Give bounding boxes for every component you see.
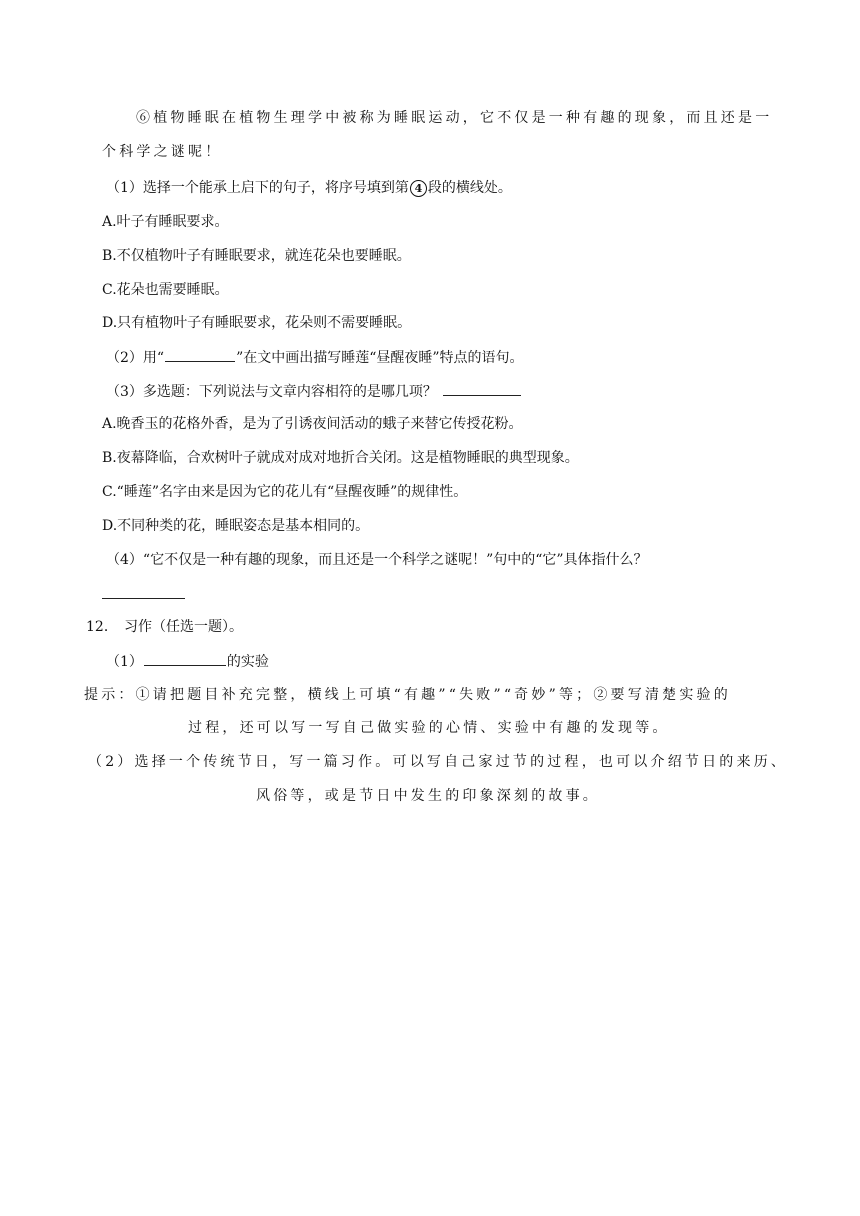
question-12-title-blank[interactable] xyxy=(144,651,226,666)
question-3-answer-blank[interactable] xyxy=(443,381,521,396)
question-2-answer-blank[interactable] xyxy=(165,347,235,362)
question-12-title: 习作（任选一题）。 xyxy=(124,619,243,635)
question-3-stem-text: （3）多选题：下列说法与文章内容相符的是哪几项？ xyxy=(106,384,437,400)
paragraph-6-line-2: 个科学之谜呢！ xyxy=(102,144,223,160)
question-12-number: 12． xyxy=(86,619,118,635)
question-4-stem: （4）“它不仅是一种有趣的现象，而且还是一个科学之谜呢！”句中的“它”具体指什么？ xyxy=(106,552,648,568)
question-12-option-1-after: 的实验 xyxy=(226,654,269,670)
question-2-before: （2）用“ xyxy=(106,350,165,366)
question-12-hint-line-1: 提示：①请把题目补充完整，横线上可填“有趣”“失败”“奇妙”等；②要写清楚实验的 xyxy=(84,687,731,703)
question-12-option-1-before: （1） xyxy=(106,654,143,670)
question-1-option-a: A.叶子有睡眠要求。 xyxy=(102,214,229,230)
question-3-stem xyxy=(106,381,522,402)
question-1-option-c: C.花朵也需要睡眠。 xyxy=(102,282,229,298)
question-4-answer-blank[interactable] xyxy=(102,598,185,599)
question-12-option-2-line-1: （2）选择一个传统节日，写一篇习作。可以写自己家过节的过程，也可以介绍节日的来历、 xyxy=(88,754,789,770)
question-2-stem xyxy=(106,347,524,368)
question-12-hint-line-2: 过程，还可以写一写自己做实验的心情、实验中有趣的发现等。 xyxy=(188,720,670,736)
question-12-option-1 xyxy=(106,651,269,672)
question-1-option-d: D.只有植物叶子有睡眠要求，花朵则不需要睡眠。 xyxy=(102,315,412,331)
question-1-stem xyxy=(106,178,512,198)
question-2-after: ”在文中画出描写睡莲“昼醒夜睡”特点的语句。 xyxy=(236,350,524,366)
question-3-option-a: A.晚香玉的花格外香，是为了引诱夜间活动的蛾子来替它传授花粉。 xyxy=(102,416,523,432)
question-3-option-d: D.不同种类的花，睡眠姿态是基本相同的。 xyxy=(102,518,370,534)
question-1-option-b: B.不仅植物叶子有睡眠要求，就连花朵也要睡眠。 xyxy=(102,248,411,264)
question-12-heading xyxy=(86,617,243,637)
question-3-option-b: B.夜幕降临，合欢树叶子就成对成对地折合关闭。这是植物睡眠的典型现象。 xyxy=(102,450,579,466)
question-1-stem-before: （1）选择一个能承上启下的句子，将序号填到第 xyxy=(106,180,409,196)
question-3-option-c: C.“睡莲”名字由来是因为它的花儿有“昼醒夜睡”的规律性。 xyxy=(102,484,468,500)
question-12-option-2-line-2: 风俗等，或是节日中发生的印象深刻的故事。 xyxy=(256,788,600,804)
question-1-stem-after: 段的横线处。 xyxy=(427,180,512,196)
circled-number-4: 4 xyxy=(410,180,427,197)
paragraph-6-line-1: ⑥植物睡眠在植物生理学中被称为睡眠运动，它不仅是一种有趣的现象，而且还是一 xyxy=(136,110,773,126)
